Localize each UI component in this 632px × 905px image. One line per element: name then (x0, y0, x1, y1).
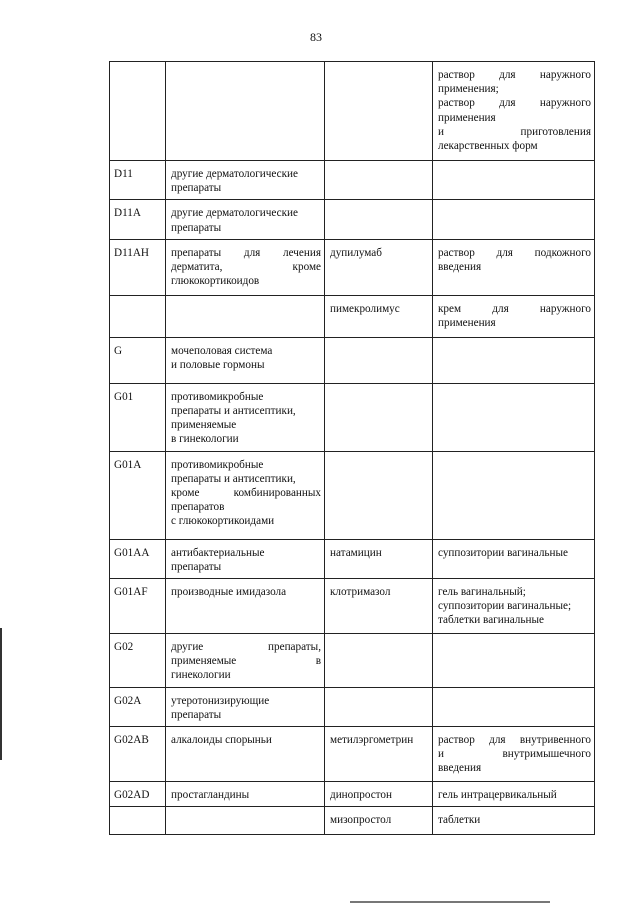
atc-code-cell: G01 (110, 383, 166, 451)
table-row (110, 782, 595, 807)
substance-cell: метилэргометрин (325, 727, 433, 782)
form-line: суппозитории вагинальные (438, 546, 568, 559)
table-row (110, 337, 595, 383)
dosage-form-cell (433, 579, 595, 634)
anatomical-group-cell (166, 62, 325, 161)
group-line: препараты и антисептики, (171, 472, 296, 485)
group-line: и половые гормоны (171, 359, 265, 372)
group-line: препараты (171, 182, 222, 195)
group-line: в гинекологии (171, 433, 239, 446)
group-line: другие препараты, (171, 641, 321, 654)
group-line: кроме комбинированных (171, 487, 321, 500)
atc-table (109, 61, 595, 835)
anatomical-group-cell (166, 539, 325, 578)
atc-code-cell: D11A (110, 200, 166, 239)
substance-cell (325, 634, 433, 688)
form-line: раствор для наружного (438, 69, 591, 81)
atc-code-cell: G02AD (110, 782, 166, 807)
group-line: применяемые в (171, 655, 321, 668)
anatomical-group-cell (166, 727, 325, 782)
atc-code-cell (110, 295, 166, 337)
dosage-form-cell (433, 539, 595, 578)
atc-code-cell (110, 807, 166, 835)
group-line: утеротонизирующие (171, 694, 270, 707)
group-line: производные имидазола (171, 586, 287, 599)
substance-cell (325, 451, 433, 539)
table-row (110, 727, 595, 782)
atc-code-cell: G02A (110, 687, 166, 726)
group-line: препаратов (171, 501, 225, 514)
atc-code-cell: G02AB (110, 727, 166, 782)
atc-code-cell: G01AF (110, 579, 166, 634)
dosage-form-cell (433, 383, 595, 451)
table-row (110, 451, 595, 539)
group-line: простагландины (171, 789, 250, 802)
table-row (110, 200, 595, 239)
anatomical-group-cell (166, 161, 325, 200)
anatomical-group-cell (166, 295, 325, 337)
atc-code-cell: G (110, 337, 166, 383)
anatomical-group-cell (166, 782, 325, 807)
dosage-form-cell (433, 161, 595, 200)
substance-cell (325, 200, 433, 239)
anatomical-group-cell (166, 451, 325, 539)
form-line: таблетки вагинальные (438, 614, 544, 627)
group-line: препараты (171, 221, 222, 234)
form-line: гель интрацервикальный (438, 789, 557, 802)
anatomical-group-cell (166, 807, 325, 835)
group-line: препараты для лечения (171, 246, 321, 259)
group-line: с глюкокортикоидами (171, 515, 275, 528)
dosage-form-cell (433, 807, 595, 835)
dosage-form-cell (433, 727, 595, 782)
substance-cell (325, 383, 433, 451)
form-line: таблетки (438, 814, 481, 827)
group-line: антибактериальные (171, 546, 265, 559)
table-row (110, 579, 595, 634)
substance-cell: пимекролимус (325, 295, 433, 337)
form-line: раствор для подкожного (438, 246, 591, 259)
form-line: крем для наружного (438, 302, 591, 315)
group-line: глюкокортикоидов (171, 275, 260, 288)
substance-cell (325, 62, 433, 161)
form-line: введения (438, 261, 482, 274)
group-line: мочеполовая система (171, 344, 273, 357)
atc-code-cell: D11 (110, 161, 166, 200)
dosage-form-cell (433, 782, 595, 807)
atc-code-cell: D11AH (110, 239, 166, 295)
group-line: противомикробные (171, 458, 264, 471)
group-line: алкалоиды спорыньи (171, 734, 272, 747)
substance-cell (325, 687, 433, 726)
dosage-form-cell (433, 687, 595, 726)
group-line: противомикробные (171, 390, 264, 403)
group-line: препараты (171, 560, 222, 573)
substance-cell: натамицин (325, 539, 433, 578)
form-line: применения (438, 111, 496, 124)
group-line: препараты (171, 708, 222, 721)
dosage-form-cell (433, 337, 595, 383)
table-row (110, 807, 595, 835)
dosage-form-cell (433, 634, 595, 688)
form-line: применения (438, 317, 496, 330)
group-line: применяемые (171, 419, 237, 432)
substance-cell: дупилумаб (325, 239, 433, 295)
substance-cell: динопростон (325, 782, 433, 807)
table-row (110, 161, 595, 200)
group-line: другие дерматологические (171, 207, 298, 220)
form-line: раствор для наружного (438, 97, 591, 110)
atc-code-cell (110, 62, 166, 161)
form-line: гель вагинальный; (438, 586, 526, 599)
substance-cell: мизопростол (325, 807, 433, 835)
scan-edge-mark (350, 901, 550, 903)
anatomical-group-cell (166, 383, 325, 451)
group-line: другие дерматологические (171, 168, 298, 180)
form-line: применения; (438, 83, 499, 96)
form-line: введения (438, 762, 482, 775)
dosage-form-cell (433, 295, 595, 337)
form-line: и приготовления (438, 125, 591, 138)
anatomical-group-cell (166, 200, 325, 239)
anatomical-group-cell (166, 239, 325, 295)
dosage-form-cell (433, 451, 595, 539)
group-line: дерматита, кроме (171, 261, 321, 274)
form-line: лекарственных форм (438, 140, 538, 153)
group-line: препараты и антисептики, (171, 405, 296, 418)
scan-edge-mark (0, 628, 2, 760)
table-row (110, 295, 595, 337)
atc-code-cell: G02 (110, 634, 166, 688)
table-row (110, 239, 595, 295)
page-number: 83 (310, 30, 322, 44)
substance-cell: клотримазол (325, 579, 433, 634)
table-row (110, 539, 595, 578)
table-row (110, 383, 595, 451)
anatomical-group-cell (166, 634, 325, 688)
table-row (110, 62, 595, 161)
form-line: и внутримышечного (438, 748, 591, 761)
anatomical-group-cell (166, 687, 325, 726)
dosage-form-cell (433, 62, 595, 161)
atc-code-cell: G01AA (110, 539, 166, 578)
form-line: раствор для внутривенного (438, 734, 591, 747)
atc-code-cell: G01A (110, 451, 166, 539)
group-line: гинекологии (171, 669, 231, 682)
anatomical-group-cell (166, 579, 325, 634)
table-row (110, 634, 595, 688)
anatomical-group-cell (166, 337, 325, 383)
dosage-form-cell (433, 200, 595, 239)
form-line: суппозитории вагинальные; (438, 600, 572, 613)
substance-cell (325, 161, 433, 200)
substance-cell (325, 337, 433, 383)
table-row (110, 687, 595, 726)
dosage-form-cell (433, 239, 595, 295)
